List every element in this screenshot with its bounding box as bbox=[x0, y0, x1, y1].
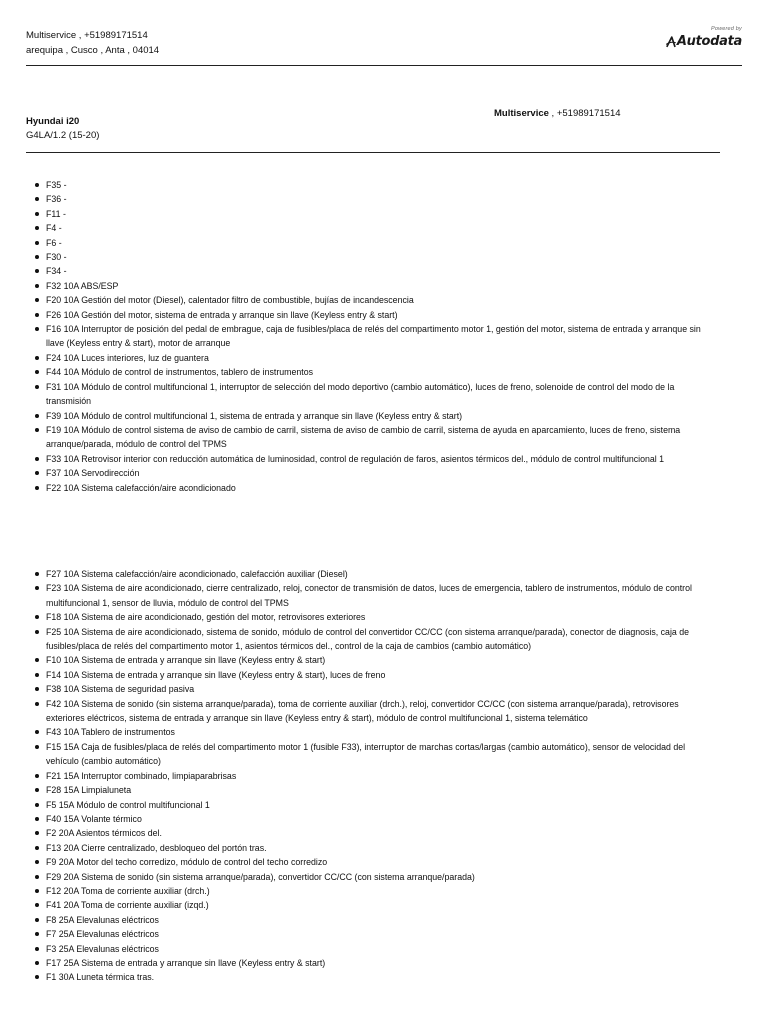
fuse-list-1 bbox=[34, 178, 702, 495]
fuse-item: F6 - bbox=[34, 236, 702, 250]
fuse-item: F9 20A Motor del techo corredizo, módulo de control del techo corredizo bbox=[34, 855, 702, 869]
vehicle-info bbox=[26, 115, 99, 143]
fuse-item: F16 10A Interruptor de posición del pedal de embrague, caja de fusibles/placa de relés del compartimento motor 1, gestión del motor, sistema de entrada y arranque sin llave (Keyless entry & start), motor de arranque bbox=[34, 322, 702, 351]
vehicle-divider bbox=[26, 152, 720, 153]
fuse-item: F28 15A Limpialuneta bbox=[34, 783, 702, 797]
vehicle-engine: G4LA/1.2 (15-20) bbox=[26, 130, 100, 141]
fuse-item: F2 20A Asientos térmicos del. bbox=[34, 826, 702, 840]
fuse-item: F25 10A Sistema de aire acondicionado, sistema de sonido, módulo de control del convertidor CC/CC (con sistema arranque/parada), conector de diagnosis, caja de fusibles/placa de relés del compartimento motor 1, asientos térmicos del., control de la caja de cambios (cambio automático) bbox=[34, 625, 702, 654]
vehicle-model: Hyundai i20 bbox=[26, 116, 80, 127]
fuse-item: F38 10A Sistema de seguridad pasiva bbox=[34, 682, 702, 696]
fuse-item: F26 10A Gestión del motor, sistema de entrada y arranque sin llave (Keyless entry & start) bbox=[34, 308, 702, 322]
contact-right bbox=[494, 108, 621, 119]
contact-right-phone: , +51989171514 bbox=[548, 108, 621, 119]
fuse-item: F41 20A Toma de corriente auxiliar (izqd.) bbox=[34, 898, 702, 912]
fuse-item: F35 - bbox=[34, 178, 702, 192]
fuse-item: F15 15A Caja de fusibles/placa de relés del compartimento motor 1 (fusible F33), interruptor de marchas cortas/largas (cambio automático), sensor de velocidad del vehículo (cambio automático) bbox=[34, 740, 702, 769]
fuse-item: F42 10A Sistema de sonido (sin sistema arranque/parada), toma de corriente auxiliar (drch.), reloj, convertidor CC/CC (con sistema arranque/parada), retrovisores exteriores eléctricos, sistema de entrada y arranque sin llave (Keyless entry & start), módulo de control multifuncional 1, sistema telemático bbox=[34, 697, 702, 726]
fuse-item: F10 10A Sistema de entrada y arranque sin llave (Keyless entry & start) bbox=[34, 653, 702, 667]
fuse-item: F1 30A Luneta térmica tras. bbox=[34, 970, 702, 984]
fuse-item: F21 15A Interruptor combinado, limpiaparabrisas bbox=[34, 769, 702, 783]
fuse-item: F32 10A ABS/ESP bbox=[34, 279, 702, 293]
autodata-brand bbox=[666, 26, 742, 49]
fuse-item: F4 - bbox=[34, 221, 702, 235]
fuse-item: F23 10A Sistema de aire acondicionado, cierre centralizado, reloj, conector de transmisión de datos, luces de emergencia, tablero de instrumentos, módulo de control multifuncional 1, sensor de lluvia, módulo de control del TPMS bbox=[34, 581, 702, 610]
fuse-item: F17 25A Sistema de entrada y arranque sin llave (Keyless entry & start) bbox=[34, 956, 702, 970]
powered-by-label: Powered by bbox=[710, 26, 742, 32]
fuse-item: F30 - bbox=[34, 250, 702, 264]
fuse-item: F31 10A Módulo de control multifuncional 1, interruptor de selección del modo deportivo (cambio automático), luces de freno, solenoide de control del modo de la transmisión bbox=[34, 380, 702, 409]
header-divider bbox=[26, 65, 742, 66]
fuse-item: F18 10A Sistema de aire acondicionado, gestión del motor, retrovisores exteriores bbox=[34, 610, 702, 624]
fuse-item: F19 10A Módulo de control sistema de aviso de cambio de carril, sistema de aviso de cambio de carril, sistema de ayuda en aparcamiento, luces de freno, sistema arranque/parada, módulo de control del TPMS bbox=[34, 423, 702, 452]
fuse-item: F44 10A Módulo de control de instrumentos, tablero de instrumentos bbox=[34, 365, 702, 379]
fuse-item: F33 10A Retrovisor interior con reducción automática de luminosidad, control de regulación de faros, asientos térmicos del., módulo de control multifuncional 1 bbox=[34, 452, 702, 466]
fuse-item: F43 10A Tablero de instrumentos bbox=[34, 725, 702, 739]
fuse-item: F11 - bbox=[34, 207, 702, 221]
company-name-phone: Multiservice , +51989171514 bbox=[26, 30, 148, 41]
fuse-item: F5 15A Módulo de control multifuncional 1 bbox=[34, 798, 702, 812]
fuse-item: F14 10A Sistema de entrada y arranque sin llave (Keyless entry & start), luces de freno bbox=[34, 668, 702, 682]
company-info bbox=[26, 28, 159, 58]
fuse-item: F20 10A Gestión del motor (Diesel), calentador filtro de combustible, bujías de incandescencia bbox=[34, 293, 702, 307]
contact-right-name: Multiservice bbox=[494, 108, 549, 119]
fuse-item: F40 15A Volante térmico bbox=[34, 812, 702, 826]
fuse-item: F8 25A Elevalunas eléctricos bbox=[34, 913, 702, 927]
fuse-item: F37 10A Servodirección bbox=[34, 466, 702, 480]
fuse-item: F27 10A Sistema calefacción/aire acondicionado, calefacción auxiliar (Diesel) bbox=[34, 567, 702, 581]
fuse-item: F36 - bbox=[34, 192, 702, 206]
fuse-item: F29 20A Sistema de sonido (sin sistema arranque/parada), convertidor CC/CC (con sistema arranque/parada) bbox=[34, 870, 702, 884]
fuse-item: F12 20A Toma de corriente auxiliar (drch.) bbox=[34, 884, 702, 898]
fuse-item: F22 10A Sistema calefacción/aire acondicionado bbox=[34, 481, 702, 495]
fuse-item: F34 - bbox=[34, 264, 702, 278]
fuse-item: F3 25A Elevalunas eléctricos bbox=[34, 942, 702, 956]
autodata-logo bbox=[666, 34, 742, 49]
company-address: arequipa , Cusco , Anta , 04014 bbox=[26, 45, 160, 56]
autodata-swoosh-icon bbox=[666, 35, 676, 49]
fuse-list-2 bbox=[34, 567, 702, 985]
fuse-item: F39 10A Módulo de control multifuncional 1, sistema de entrada y arranque sin llave (Keyless entry & start) bbox=[34, 409, 702, 423]
fuse-item: F13 20A Cierre centralizado, desbloqueo del portón tras. bbox=[34, 841, 702, 855]
fuse-item: F24 10A Luces interiores, luz de guantera bbox=[34, 351, 702, 365]
fuse-item: F7 25A Elevalunas eléctricos bbox=[34, 927, 702, 941]
autodata-logo-text: Autodata bbox=[676, 34, 742, 49]
